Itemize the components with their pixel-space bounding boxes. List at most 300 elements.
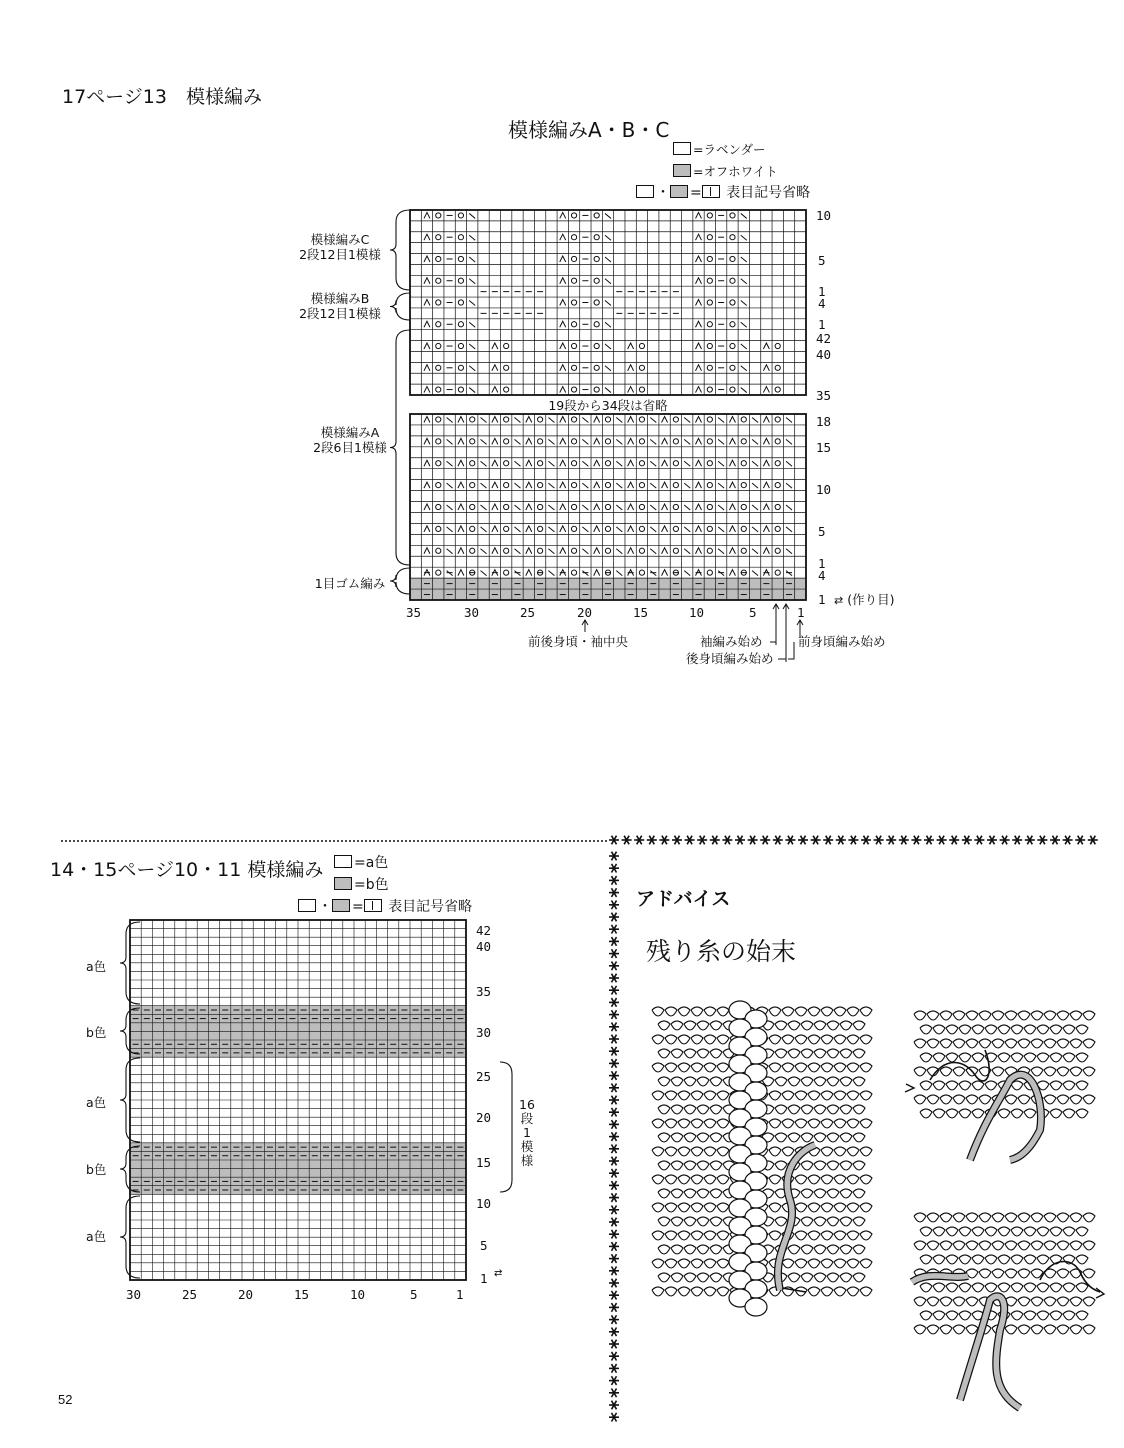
chart-symbol: [605, 279, 611, 284]
asterisk-icon: [609, 1327, 619, 1336]
asterisk-icon: [899, 836, 909, 845]
dotted-separator: [409, 840, 411, 842]
chart-symbol: [582, 439, 588, 444]
chart-symbol: [447, 549, 453, 554]
chart-symbol: [560, 438, 566, 444]
chart-symbol: [526, 460, 532, 466]
dotted-separator: [421, 840, 423, 842]
chart-symbol: [628, 504, 634, 510]
color-label: b色: [86, 1025, 107, 1040]
chart-symbol: [594, 235, 599, 240]
chart-symbol: [571, 213, 576, 218]
chart-symbol: [763, 460, 769, 466]
asterisk-icon: [609, 913, 619, 922]
chart-symbol: [436, 213, 441, 218]
dotted-separator: [97, 840, 99, 842]
asterisk-icon: [609, 974, 619, 983]
chart-symbol: [560, 343, 566, 349]
chart-symbol: [786, 461, 792, 466]
chart-symbol: [582, 505, 588, 510]
chart-symbol: [741, 344, 747, 349]
dotted-separator: [553, 840, 555, 842]
chart-symbol: [639, 365, 644, 370]
chart-symbol: [763, 482, 769, 488]
dotted-separator: [181, 840, 183, 842]
col-label: 20: [238, 1287, 254, 1302]
dotted-separator: [565, 840, 567, 842]
arrow-right-icon: [1096, 1288, 1104, 1298]
chart-symbol: [752, 527, 758, 532]
chart-symbol: [504, 387, 509, 392]
chart-symbol: [571, 365, 576, 370]
chart-symbol: [673, 417, 678, 422]
dotted-separator: [237, 840, 239, 842]
dotted-separator: [597, 840, 599, 842]
chart-title-top: 模様編みA・B・C: [508, 118, 670, 142]
asterisk-icon: [609, 1413, 619, 1422]
chart-symbol: [696, 460, 702, 466]
dotted-separator: [77, 840, 79, 842]
chart-symbol: [696, 212, 702, 218]
chart-symbol: [492, 343, 498, 349]
repeat-bracket: [500, 1062, 512, 1192]
dotted-separator: [569, 840, 571, 842]
dotted-separator: [177, 840, 179, 842]
dotted-separator: [169, 840, 171, 842]
dotted-separator: [121, 840, 123, 842]
col-label: 25: [182, 1287, 198, 1302]
chart-symbol: [696, 365, 702, 371]
dotted-separator: [213, 840, 215, 842]
col-label: 5: [410, 1287, 418, 1302]
note-back-start: 後身頃編み始め: [686, 651, 774, 666]
chart-symbol: [424, 343, 430, 349]
chart-symbol: [548, 461, 554, 466]
chart-symbol: [582, 527, 588, 532]
dotted-separator: [113, 840, 115, 842]
dotted-separator: [201, 840, 203, 842]
asterisk-icon: [937, 836, 947, 845]
section-label-b: 模様編みB 2段12目1模様: [299, 291, 381, 321]
row-label: 40: [816, 347, 832, 362]
chart-symbol: [639, 387, 644, 392]
chart-symbol: [605, 213, 611, 218]
chart-symbol: [628, 365, 634, 371]
chart-symbol: [605, 483, 610, 488]
chart-symbol: [492, 504, 498, 510]
chart-symbol: [594, 213, 599, 218]
dotted-separator: [601, 840, 603, 842]
asterisk-icon: [659, 836, 669, 845]
asterisk-icon: [609, 1340, 619, 1349]
dotted-separator: [225, 840, 227, 842]
chart-symbol: [560, 300, 566, 306]
chart-symbol: [707, 483, 712, 488]
asterisk-icon: [609, 1120, 619, 1129]
row-label: 15: [816, 440, 832, 455]
chart-symbol: [436, 387, 441, 392]
dotted-separator: [357, 840, 359, 842]
chart-symbol: [436, 570, 441, 575]
chart-symbol: [741, 322, 747, 327]
chart-symbol: [605, 257, 611, 262]
chart-symbol: [616, 417, 622, 422]
chart-symbol: [560, 278, 566, 284]
chart-symbol: [662, 526, 668, 532]
chart-symbol: [436, 504, 441, 509]
chart-symbol: [492, 387, 498, 393]
chart-symbol: [696, 256, 702, 262]
chart-symbol: [730, 256, 735, 261]
dotted-separator: [593, 840, 595, 842]
dotted-separator: [485, 840, 487, 842]
chart-symbol: [684, 439, 690, 444]
chart-symbol: [504, 526, 509, 531]
chart-symbol: [538, 504, 543, 509]
chart-symbol: [560, 460, 566, 466]
chart-symbol: [582, 461, 588, 466]
chart-symbol: [673, 504, 678, 509]
chart-symbol: [707, 278, 712, 283]
chart-symbol: [639, 343, 644, 348]
chart-symbol: [628, 460, 634, 466]
chart-symbol: [741, 279, 747, 284]
asterisk-icon: [609, 1157, 619, 1166]
chart-symbol: [639, 483, 644, 488]
chart-symbol: [424, 504, 430, 510]
asterisk-icon: [1088, 836, 1098, 845]
chart-symbol: [594, 365, 599, 370]
chart-symbol: [492, 460, 498, 466]
legend-a-color: =a色: [334, 855, 388, 871]
chart-symbol: [775, 387, 780, 392]
dotted-separator: [105, 840, 107, 842]
chart-symbol: [469, 213, 475, 218]
dotted-separator: [281, 840, 283, 842]
chart-symbol: [470, 461, 475, 466]
dotted-separator: [241, 840, 243, 842]
chart-symbol: [538, 417, 543, 422]
chart-symbol: [504, 483, 509, 488]
chart-symbol: [514, 439, 520, 444]
chart-symbol: [470, 417, 475, 422]
dotted-separator: [65, 840, 67, 842]
dotted-separator: [605, 840, 607, 842]
chart-symbol: [492, 482, 498, 488]
chart-symbol: [436, 417, 441, 422]
chart-symbol: [707, 526, 712, 531]
chart-symbol: [696, 548, 702, 554]
row-label: 15: [476, 1155, 492, 1170]
chart-symbol: [696, 234, 702, 240]
asterisk-icon: [672, 836, 682, 845]
dotted-separator: [585, 840, 587, 842]
dotted-separator: [233, 840, 235, 842]
chart-symbol: [616, 571, 622, 576]
asterisk-icon: [609, 1096, 619, 1105]
chart-symbol: [650, 527, 656, 532]
dotted-separator: [505, 840, 507, 842]
color-label: a色: [86, 959, 107, 974]
chart-symbol: [628, 526, 634, 532]
chart-symbol: [526, 482, 532, 488]
chart-symbol: [684, 483, 690, 488]
chart-symbol: [650, 461, 656, 466]
note-sleeve-start: 袖編み始め: [700, 634, 763, 649]
asterisk-icon: [735, 836, 745, 845]
dotted-separator: [277, 840, 279, 842]
dotted-separator: [221, 840, 223, 842]
chart-symbol: [616, 461, 622, 466]
chart-symbol: [458, 548, 464, 554]
chart-symbol: [458, 570, 464, 576]
chart-symbol: [424, 416, 430, 422]
page-number: 52: [58, 1392, 73, 1407]
chart-symbol: [628, 548, 634, 554]
chart-symbol: [763, 548, 769, 554]
dotted-separator: [69, 840, 71, 842]
asterisk-icon: [949, 836, 959, 845]
pattern-chart-bottom: [130, 920, 466, 1280]
dotted-separator: [333, 840, 335, 842]
chart-symbol: [594, 387, 599, 392]
chart-symbol: [616, 439, 622, 444]
chart-symbol: [707, 365, 712, 370]
row-label: 25: [476, 1069, 492, 1084]
dotted-separator: [405, 840, 407, 842]
cable-illustration: [729, 1001, 767, 1316]
chart-symbol: [605, 526, 610, 531]
chart-symbol: [741, 388, 747, 393]
dotted-separator: [193, 840, 195, 842]
color-label: a色: [86, 1095, 107, 1110]
chart-symbol: [469, 344, 475, 349]
chart-symbol: [729, 570, 735, 576]
chart-symbol: [458, 387, 463, 392]
chart-symbol: [571, 461, 576, 466]
chart-symbol: [571, 439, 576, 444]
chart-symbol: [616, 483, 622, 488]
chart-symbol: [571, 343, 576, 348]
chart-symbol: [752, 571, 758, 576]
dotted-separator: [437, 840, 439, 842]
asterisk-icon: [609, 1266, 619, 1275]
asterisk-icon: [609, 1315, 619, 1324]
direction-arrows-icon: ⇄: [834, 594, 844, 607]
brace-rib: [390, 568, 410, 594]
dotted-separator: [325, 840, 327, 842]
chart-symbol: [696, 387, 702, 393]
dotted-separator: [289, 840, 291, 842]
chart-symbol: [504, 439, 509, 444]
chart-symbol: [447, 439, 453, 444]
arrow-left-icon: [905, 1084, 914, 1092]
chart-symbol: [436, 439, 441, 444]
section-label-rib: 1目ゴム編み: [314, 576, 386, 591]
chart-symbol: [594, 460, 600, 466]
row-label: 42: [476, 923, 492, 938]
chart-symbol: [730, 278, 735, 283]
dotted-separator: [293, 840, 295, 842]
dotted-separator: [157, 840, 159, 842]
chart-symbol: [729, 526, 735, 532]
row-label: 5: [818, 253, 826, 268]
chart-symbol: [447, 505, 453, 510]
chart-symbol: [481, 483, 487, 488]
dotted-separator: [497, 840, 499, 842]
asterisk-icon: [760, 836, 770, 845]
chart-symbol: [730, 322, 735, 327]
chart-symbol: [582, 483, 588, 488]
chart-symbol: [741, 548, 746, 553]
asterisk-icon: [609, 986, 619, 995]
asterisk-icon: [609, 961, 619, 970]
chart-symbol: [492, 526, 498, 532]
chart-symbol: [786, 505, 792, 510]
dotted-separator: [389, 840, 391, 842]
color-label: b色: [86, 1162, 107, 1177]
chart-symbol: [424, 460, 430, 466]
row-label: 10: [816, 208, 832, 223]
chart-symbol: [548, 527, 554, 532]
row-label: 4: [818, 296, 826, 311]
dotted-separator: [473, 840, 475, 842]
chart-symbol: [424, 526, 430, 532]
chart-symbol: [571, 504, 576, 509]
dotted-separator: [301, 840, 303, 842]
chart-symbol: [786, 549, 792, 554]
dotted-separator: [305, 840, 307, 842]
dotted-separator: [341, 840, 343, 842]
asterisk-icon: [609, 1035, 619, 1044]
chart-symbol: [458, 213, 463, 218]
asterisk-icon: [886, 836, 896, 845]
chart-symbol: [436, 461, 441, 466]
asterisk-icon: [710, 836, 720, 845]
chart-symbol: [729, 438, 735, 444]
dotted-separator: [481, 840, 483, 842]
row-label: 5: [818, 524, 826, 539]
chart-symbol: [673, 461, 678, 466]
asterisk-icon: [1000, 836, 1010, 845]
chart-symbol: [628, 387, 634, 393]
chart-symbol: [628, 416, 634, 422]
chart-symbol: [594, 256, 599, 261]
dotted-separator: [353, 840, 355, 842]
chart-symbol: [538, 439, 543, 444]
chart-symbol: [594, 343, 599, 348]
chart-symbol: [605, 417, 610, 422]
chart-symbol: [729, 482, 735, 488]
chart-symbol: [752, 483, 758, 488]
chart-symbol: [492, 548, 498, 554]
chart-symbol: [741, 439, 746, 444]
chart-symbol: [436, 235, 441, 240]
asterisk-icon: [798, 836, 808, 845]
row-label: 35: [816, 388, 832, 403]
chart-symbol: [481, 527, 487, 532]
dotted-separator: [265, 840, 267, 842]
dotted-separator: [93, 840, 95, 842]
chart-symbol: [548, 571, 554, 576]
dotted-separator: [61, 840, 63, 842]
chart-symbol: [718, 461, 724, 466]
col-label: 10: [350, 1287, 366, 1302]
chart-symbol: [684, 461, 690, 466]
dotted-separator: [441, 840, 443, 842]
chart-symbol: [763, 343, 769, 349]
chart-symbol: [571, 300, 576, 305]
chart-symbol: [458, 526, 464, 532]
chart-symbol: [673, 439, 678, 444]
chart-symbol: [458, 300, 463, 305]
chart-symbol: [775, 548, 780, 553]
chart-symbol: [436, 365, 441, 370]
section-label-c: 模様編みC 2段12目1模様: [299, 232, 381, 262]
chart-symbol: [514, 505, 520, 510]
dotted-separator: [349, 840, 351, 842]
chart-symbol: [775, 504, 780, 509]
chart-symbol: [538, 548, 543, 553]
asterisk-icon: [1050, 836, 1060, 845]
chart-symbol: [650, 549, 656, 554]
chart-symbol: [481, 461, 487, 466]
chart-symbol: [594, 300, 599, 305]
row-label: 5: [480, 1238, 488, 1253]
chart-symbol: [548, 549, 554, 554]
chart-symbol: [571, 278, 576, 283]
chart-symbol: [662, 548, 668, 554]
leader-line: [788, 642, 794, 659]
asterisk-icon: [634, 836, 644, 845]
chart-symbol: [707, 387, 712, 392]
chart-symbol: [526, 504, 532, 510]
chart-symbol: [458, 343, 463, 348]
row-label: 1: [480, 1271, 488, 1286]
dotted-separator: [89, 840, 91, 842]
dotted-separator: [309, 840, 311, 842]
chart-symbol: [673, 548, 678, 553]
dotted-separator: [81, 840, 83, 842]
chart-symbol: [718, 505, 724, 510]
dotted-separator: [397, 840, 399, 842]
direction-arrows-icon: ⇄: [494, 1268, 503, 1279]
asterisk-icon: [609, 1303, 619, 1312]
chart-symbol: [730, 365, 735, 370]
chart-symbol: [786, 417, 792, 422]
chart-symbol: [662, 460, 668, 466]
chart-symbol: [696, 504, 702, 510]
legend-knit-omitted-bottom: ・ = 表目記号省略: [298, 899, 472, 915]
chart-symbol: [447, 483, 453, 488]
dotted-separator: [85, 840, 87, 842]
dotted-separator: [321, 840, 323, 842]
chart-symbol: [684, 527, 690, 532]
dotted-separator: [561, 840, 563, 842]
asterisk-icon: [609, 1059, 619, 1068]
chart-symbol: [571, 548, 576, 553]
chart-symbol: [605, 504, 610, 509]
asterisk-icon: [609, 1352, 619, 1361]
asterisk-icon: [647, 836, 657, 845]
col-label: 30: [126, 1287, 142, 1302]
dotted-separator: [401, 840, 403, 842]
dotted-separator: [433, 840, 435, 842]
chart-symbol: [763, 387, 769, 393]
chart-symbol: [707, 213, 712, 218]
asterisk-icon: [609, 1279, 619, 1288]
chart-symbol: [458, 416, 464, 422]
